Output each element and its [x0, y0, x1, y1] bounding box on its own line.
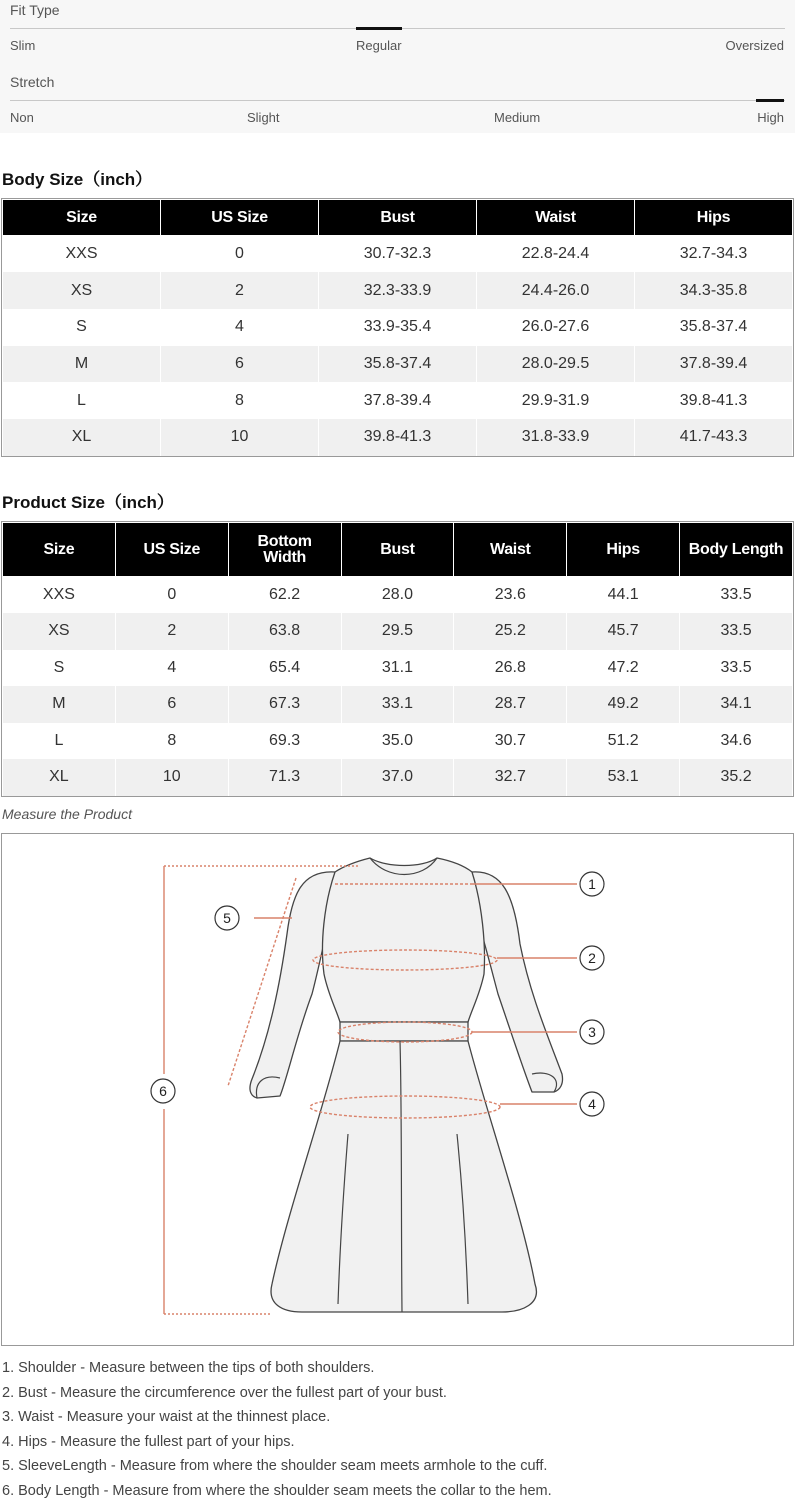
table-row — [3, 613, 793, 650]
svg-text:4: 4 — [588, 1096, 596, 1112]
table-cell: 34.3-35.8 — [635, 272, 793, 309]
table-cell: 31.1 — [341, 650, 454, 687]
table-cell: 26.8 — [454, 650, 567, 687]
product-size-title: Product Size（inch） — [2, 493, 174, 512]
table-cell: 30.7 — [454, 723, 567, 760]
note-sleeve-length: 5. SleeveLength - Measure from where the shoulder seam meets armhole to the cuff. — [2, 1458, 548, 1475]
table-cell: XXS — [3, 577, 116, 614]
table-cell: 37.8-39.4 — [319, 382, 477, 419]
svg-text:1: 1 — [588, 876, 596, 892]
table-cell: 35.0 — [341, 723, 454, 760]
table-row — [3, 686, 793, 723]
table-cell: M — [3, 686, 116, 723]
marker-5 — [215, 906, 239, 930]
body-size-title: Body Size（inch） — [2, 170, 153, 189]
table-cell: M — [3, 346, 161, 383]
table-row — [3, 272, 793, 309]
table-cell: 34.6 — [680, 723, 793, 760]
measurement-notes — [2, 1356, 552, 1504]
table-cell: 33.5 — [680, 650, 793, 687]
note-shoulder: 1. Shoulder - Measure between the tips of both shoulders. — [2, 1360, 375, 1376]
column-header-waist: Waist — [477, 200, 635, 236]
table-row — [3, 309, 793, 346]
table-cell: 26.0-27.6 — [477, 309, 635, 346]
product-size-header-row — [3, 523, 793, 577]
table-cell: 2 — [161, 272, 319, 309]
table-cell: 0 — [161, 236, 319, 273]
table-cell: 8 — [115, 723, 228, 760]
svg-text:6: 6 — [159, 1083, 167, 1099]
column-header-waist: Waist — [454, 523, 567, 577]
table-row — [3, 577, 793, 614]
table-cell: 32.7 — [454, 759, 567, 796]
stretch-option-high: High — [757, 110, 784, 125]
table-cell: 0 — [115, 577, 228, 614]
table-cell: L — [3, 723, 116, 760]
table-cell: 31.8-33.9 — [477, 419, 635, 456]
table-cell: 47.2 — [567, 650, 680, 687]
table-row — [3, 650, 793, 687]
table-cell: XL — [3, 419, 161, 456]
fit-option-slim: Slim — [10, 38, 36, 53]
stretch-option-medium: Medium — [494, 110, 541, 125]
table-cell: 37.8-39.4 — [635, 346, 793, 383]
table-cell: 8 — [161, 382, 319, 419]
table-cell: 35.8-37.4 — [635, 309, 793, 346]
table-cell: 4 — [115, 650, 228, 687]
table-cell: 37.0 — [341, 759, 454, 796]
table-cell: 32.3-33.9 — [319, 272, 477, 309]
table-row — [3, 723, 793, 760]
marker-1 — [580, 872, 604, 896]
table-cell: 29.5 — [341, 613, 454, 650]
table-cell: 65.4 — [228, 650, 341, 687]
column-header-size: Size — [3, 200, 161, 236]
note-waist: 3. Waist - Measure your waist at the thinnest place. — [2, 1409, 331, 1426]
table-cell: 28.0 — [341, 577, 454, 614]
stretch-title: Stretch — [10, 74, 55, 90]
fit-type-title: Fit Type — [10, 2, 60, 18]
fit-scales-panel — [0, 0, 795, 133]
table-cell: 35.2 — [680, 759, 793, 796]
column-header-body-length: Body Length — [680, 523, 793, 577]
marker-4 — [580, 1092, 604, 1116]
body-size-table — [2, 199, 793, 456]
product-size-table — [2, 522, 793, 796]
measure-diagram — [1, 833, 794, 1346]
table-cell: 25.2 — [454, 613, 567, 650]
table-cell: 53.1 — [567, 759, 680, 796]
fit-option-oversized: Oversized — [725, 38, 784, 53]
measure-caption: Measure the Product — [2, 806, 132, 822]
table-cell: 39.8-41.3 — [319, 419, 477, 456]
table-cell: XL — [3, 759, 116, 796]
table-cell: XS — [3, 613, 116, 650]
table-cell: S — [3, 309, 161, 346]
fit-type-selected-marker — [356, 27, 402, 30]
stretch-selected-marker — [756, 99, 784, 102]
stretch-scale — [0, 72, 795, 138]
body-size-header-row — [3, 200, 793, 236]
column-header-bottom-width: Bottom Width — [228, 523, 341, 577]
table-cell: 32.7-34.3 — [635, 236, 793, 273]
stretch-option-non: Non — [10, 110, 34, 125]
fit-option-regular: Regular — [356, 38, 402, 53]
table-cell: 45.7 — [567, 613, 680, 650]
marker-3 — [580, 1020, 604, 1044]
table-cell: 4 — [161, 309, 319, 346]
table-cell: 35.8-37.4 — [319, 346, 477, 383]
svg-text:5: 5 — [223, 910, 231, 926]
table-row — [3, 419, 793, 456]
dress-illustration — [2, 834, 793, 1345]
table-cell: 69.3 — [228, 723, 341, 760]
table-cell: 6 — [161, 346, 319, 383]
table-cell: 39.8-41.3 — [635, 382, 793, 419]
table-cell: 34.1 — [680, 686, 793, 723]
table-row — [3, 236, 793, 273]
table-cell: 44.1 — [567, 577, 680, 614]
column-header-hips: Hips — [567, 523, 680, 577]
column-header-bust: Bust — [319, 200, 477, 236]
table-cell: 23.6 — [454, 577, 567, 614]
table-cell: 30.7-32.3 — [319, 236, 477, 273]
column-header-hips: Hips — [635, 200, 793, 236]
table-row — [3, 759, 793, 796]
table-cell: 33.5 — [680, 577, 793, 614]
table-cell: 22.8-24.4 — [477, 236, 635, 273]
table-cell: 33.5 — [680, 613, 793, 650]
table-cell: 49.2 — [567, 686, 680, 723]
dress-body — [250, 858, 563, 1312]
table-cell: 63.8 — [228, 613, 341, 650]
table-cell: 10 — [161, 419, 319, 456]
table-cell: 6 — [115, 686, 228, 723]
svg-text:3: 3 — [588, 1024, 596, 1040]
table-cell: 10 — [115, 759, 228, 796]
table-cell: 29.9-31.9 — [477, 382, 635, 419]
table-cell: 71.3 — [228, 759, 341, 796]
column-header-us-size: US Size — [115, 523, 228, 577]
column-header-us-size: US Size — [161, 200, 319, 236]
column-header-bust: Bust — [341, 523, 454, 577]
svg-text:2: 2 — [588, 950, 596, 966]
stretch-track — [10, 100, 785, 101]
table-cell: 62.2 — [228, 577, 341, 614]
table-cell: 28.0-29.5 — [477, 346, 635, 383]
table-cell: S — [3, 650, 116, 687]
table-cell: 2 — [115, 613, 228, 650]
stretch-option-slight: Slight — [247, 110, 280, 125]
column-header-size: Size — [3, 523, 116, 577]
fit-type-scale — [0, 0, 795, 66]
table-row — [3, 346, 793, 383]
marker-2 — [580, 946, 604, 970]
table-cell: XXS — [3, 236, 161, 273]
table-cell: 41.7-43.3 — [635, 419, 793, 456]
table-cell: 33.1 — [341, 686, 454, 723]
note-body-length: 6. Body Length - Measure from where the shoulder seam meets the collar to the hem. — [2, 1482, 552, 1499]
table-cell: 24.4-26.0 — [477, 272, 635, 309]
table-cell: L — [3, 382, 161, 419]
table-cell: 33.9-35.4 — [319, 309, 477, 346]
table-cell: 67.3 — [228, 686, 341, 723]
marker-6 — [151, 1079, 175, 1103]
table-cell: 51.2 — [567, 723, 680, 760]
table-cell: XS — [3, 272, 161, 309]
table-cell: 28.7 — [454, 686, 567, 723]
note-bust: 2. Bust - Measure the circumference over the fullest part of your bust. — [2, 1384, 447, 1401]
note-hips: 4. Hips - Measure the fullest part of your hips. — [2, 1433, 295, 1450]
table-row — [3, 382, 793, 419]
